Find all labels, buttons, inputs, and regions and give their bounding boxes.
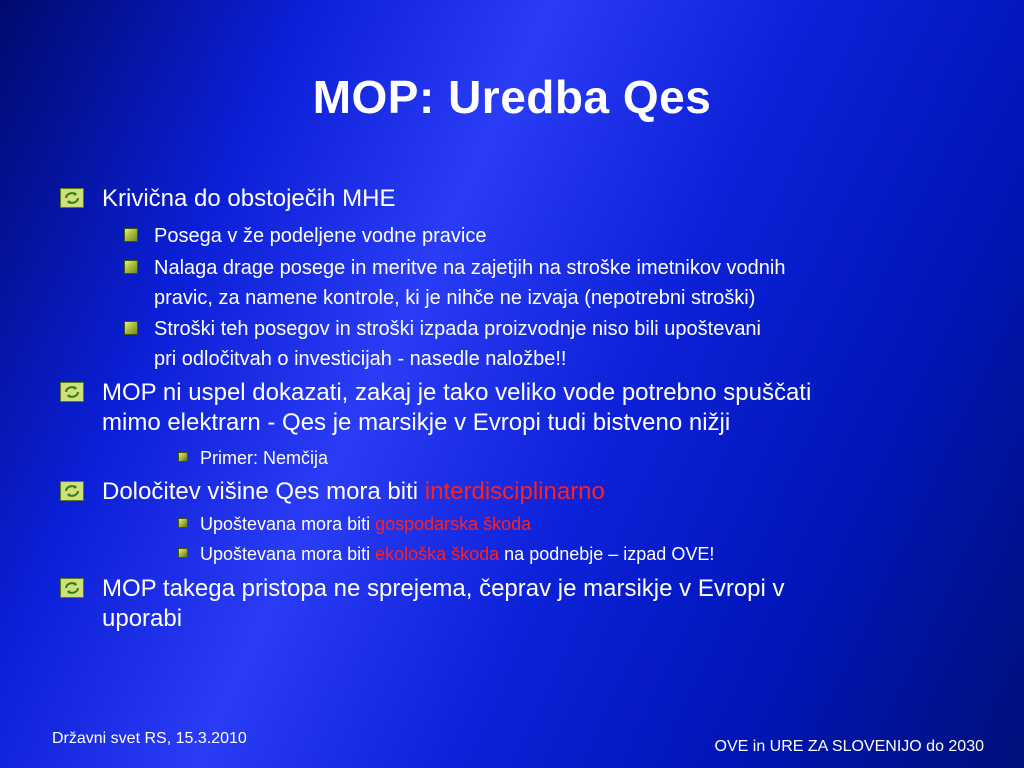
bullet-item-10	[102, 574, 982, 634]
bullet-text-line-2: mimo elektrarn - Qes je marsikje v Evropi tudi bistveno nižji	[102, 409, 731, 436]
bullet-item-9	[200, 542, 980, 567]
highlight-text: ekološka škoda	[375, 544, 500, 564]
bullet-text-suffix: na podnebje – izpad OVE!	[499, 544, 715, 564]
square-bullet-icon	[124, 321, 138, 335]
footer-right: OVE in URE ZA SLOVENIJO do 2030	[714, 738, 984, 755]
bullet-item-2	[154, 221, 984, 251]
bullet-text-line-1: Nalaga drage posege in meritve na zajetjih na stroške imetnikov vodnih	[154, 257, 786, 279]
bullet-text-line-2: pri odločitvah o investicijah - nasedle naložbe!!	[154, 348, 567, 370]
square-bullet-icon	[178, 452, 188, 462]
bullet-text: Upoštevana mora biti	[200, 544, 376, 564]
bullet-item-8	[200, 512, 980, 537]
bullet-item-5	[102, 378, 982, 438]
bullet-text: Upoštevana mora biti	[200, 514, 376, 534]
bullet-item-7	[102, 477, 982, 507]
bullet-item-6	[200, 446, 980, 471]
bullet-text-line-1: MOP takega pristopa ne sprejema, čeprav je marsikje v Evropi v	[102, 575, 785, 602]
bullet-text-line-2: uporabi	[102, 605, 183, 632]
bullet-text: Primer: Nemčija	[200, 448, 329, 468]
bullet-item-4	[154, 314, 984, 374]
recycle-bullet-icon	[60, 382, 84, 402]
square-bullet-icon	[178, 518, 188, 528]
recycle-bullet-icon	[60, 188, 84, 208]
recycle-bullet-icon	[60, 578, 84, 598]
bullet-text: Krivična do obstoječih MHE	[102, 185, 396, 212]
bullet-text: Posega v že podeljene vodne pravice	[154, 225, 487, 247]
highlight-text: interdisciplinarno	[424, 478, 605, 505]
bullet-text: Določitev višine Qes mora biti	[102, 478, 425, 505]
square-bullet-icon	[124, 260, 138, 274]
recycle-bullet-icon	[60, 481, 84, 501]
highlight-text: gospodarska škoda	[375, 514, 532, 534]
bullet-item-1	[102, 184, 982, 214]
footer-left: Državni svet RS, 15.3.2010	[52, 730, 247, 747]
bullet-item-3	[154, 253, 984, 313]
bullet-text-line-1: MOP ni uspel dokazati, zakaj je tako veliko vode potrebno spuščati	[102, 379, 812, 406]
square-bullet-icon	[124, 228, 138, 242]
bullet-text-line-1: Stroški teh posegov in stroški izpada proizvodnje niso bili upoštevani	[154, 318, 762, 340]
slide-title: MOP: Uredba Qes	[312, 71, 712, 123]
bullet-text-line-2: pravic, za namene kontrole, ki je nihče ne izvaja (nepotrebni stroški)	[154, 287, 756, 309]
square-bullet-icon	[178, 548, 188, 558]
